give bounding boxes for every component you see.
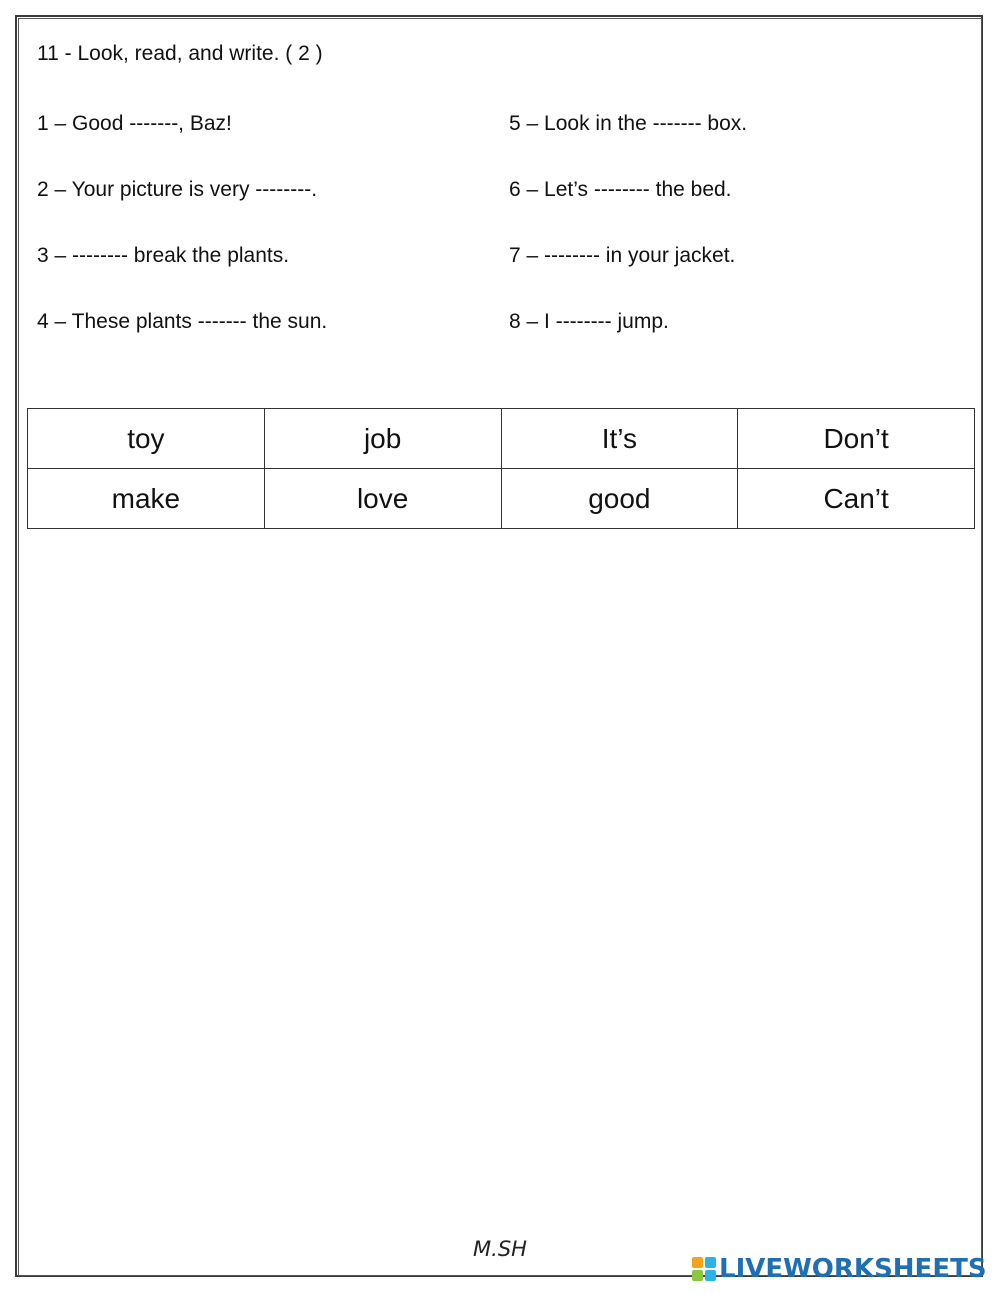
- word-bank-cell: Can’t: [738, 469, 975, 529]
- exercise-title: 11 - Look, read, and write. ( 2 ): [37, 42, 323, 65]
- word-bank-cell: toy: [28, 409, 265, 469]
- question-7: 7 – -------- in your jacket.: [509, 244, 736, 267]
- word-bank-cell: job: [264, 409, 501, 469]
- word-bank-cell: good: [501, 469, 738, 529]
- question-5: 5 – Look in the ------- box.: [509, 112, 748, 135]
- word-bank-row: [28, 409, 975, 469]
- question-2: 2 – Your picture is very --------.: [37, 178, 318, 201]
- liveworksheets-badge-icon: [692, 1257, 716, 1281]
- page-border-inner: [18, 18, 982, 1276]
- word-bank-cell: Don’t: [738, 409, 975, 469]
- word-bank-cell: It’s: [501, 409, 738, 469]
- question-6: 6 – Let’s -------- the bed.: [509, 178, 732, 201]
- question-8: 8 – I -------- jump.: [509, 310, 669, 333]
- liveworksheets-logo-text: LIVEWORKSHEETS: [719, 1254, 987, 1284]
- question-4: 4 – These plants ------- the sun.: [37, 310, 328, 333]
- liveworksheets-logo[interactable]: [692, 1254, 987, 1284]
- word-bank-table: [27, 408, 975, 529]
- question-1: 1 – Good -------, Baz!: [37, 112, 232, 135]
- author-signature: M.SH: [473, 1237, 527, 1261]
- word-bank-cell: love: [264, 469, 501, 529]
- word-bank-cell: make: [28, 469, 265, 529]
- word-bank-row: [28, 469, 975, 529]
- question-3: 3 – -------- break the plants.: [37, 244, 290, 267]
